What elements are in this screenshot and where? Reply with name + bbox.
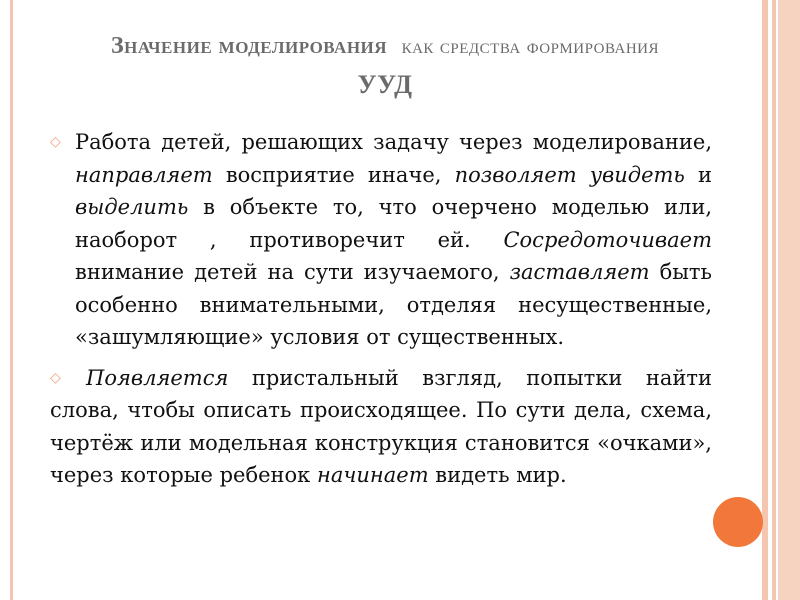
emphasis-text: позволяет увидеть [454,162,685,187]
body-text: внимание детей на сути изучаемого, [75,260,510,284]
body-text: восприятие иначе, [212,162,455,187]
right-decor-band [762,0,768,600]
title-part-2: как средства формирования [401,33,660,58]
body-text: быть особенно внимательными, отделяя несущественные, «зашумляющие» условия от существенных. [75,260,712,349]
paragraph-2-text [50,366,712,488]
emphasis-text: направляет [75,162,213,187]
title-part-1: Значение моделирования [110,33,388,59]
slide-body [50,126,712,500]
body-text: в объекте то, что очерчено моделью или, наоборот , противоречит ей. [75,195,712,252]
paragraph-1 [50,126,712,354]
emphasis-text: Появляется [86,365,229,390]
emphasis-text: начинает [316,463,429,487]
left-frame-line [10,0,13,600]
diamond-outline-icon: ◇ [50,369,61,386]
decorative-orange-circle [713,497,763,547]
body-text: видеть мир. [428,463,567,487]
body-text: Работа детей, решающих задачу через моделирование, [75,130,712,154]
emphasis-text: выделить [75,195,189,219]
right-decor-band [778,0,800,600]
body-text: и [684,162,713,187]
diamond-outline-icon: ◇ [50,134,61,150]
body-text: пристальный взгляд, попытки найти слова, чтобы описать происходящее. По сути дела, схема, чертёж или модельная конструкция становится «очками», через которые ребенок [50,365,712,487]
emphasis-text: заставляет [509,260,650,284]
title-part-3: УУД [357,70,413,99]
emphasis-text: Сосредоточивает [503,227,712,252]
slide-title [35,28,735,103]
paragraph-1-text [75,130,712,349]
paragraph-2 [50,362,712,492]
